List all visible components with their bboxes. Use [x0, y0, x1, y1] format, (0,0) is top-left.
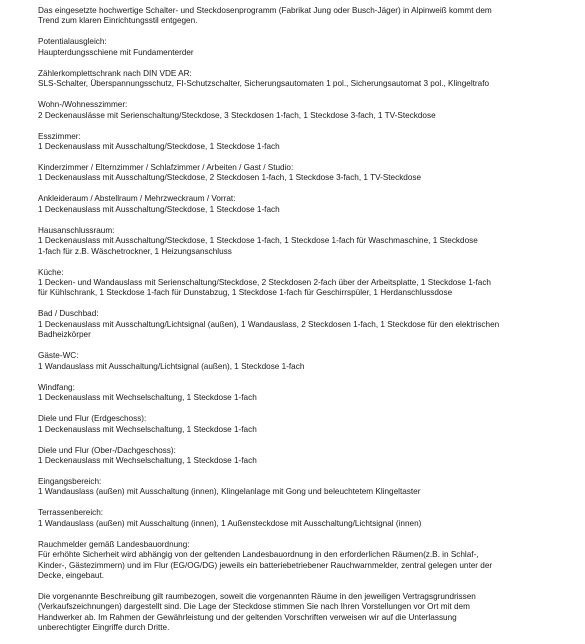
closing-line: Handwerker ab. Im Rahmen der Gewährleistung und der geltenden Vorschriften verweisen wir auf die Unterlassung: [38, 612, 457, 622]
section-line: Kinder-, Gästezimmern) und im Flur (EG/OG/DG) jeweils ein batteriebetriebener Rauchwarnmelder, zentral gelegen unter der: [38, 560, 493, 570]
section-line: 1 Deckenauslass mit Ausschaltung/Steckdose, 1 Steckdose 1-fach: [38, 204, 280, 214]
closing-paragraph: [38, 592, 558, 634]
section-hausanschlussraum: [38, 226, 558, 257]
section-heading: Wohn-/Wohnesszimmer:: [38, 100, 128, 110]
section-line: Haupterdungsschiene mit Fundamenterder: [38, 47, 194, 57]
section-line: 1-fach für z.B. Wäschetrockner, 1 Heizungsanschluss: [38, 246, 232, 256]
section-diele-og: [38, 446, 558, 467]
section-zaehlerschrank: [38, 69, 558, 90]
section-heading: Zählerkomplettschrank nach DIN VDE AR:: [38, 68, 192, 78]
section-line: 1 Deckenauslass mit Wechselschaltung, 1 Steckdose 1-fach: [38, 424, 257, 434]
section-line: 1 Deckenauslass mit Wechselschaltung, 1 Steckdose 1-fach: [38, 393, 257, 403]
section-heading: Eingangsbereich:: [38, 476, 102, 486]
section-heading: Diele und Flur (Ober-/Dachgeschoss):: [38, 445, 176, 455]
section-line: Decke, eingebaut.: [38, 570, 104, 580]
closing-line: unberechtigter Eingriffe durch Dritte.: [38, 623, 170, 633]
section-heading: Hausanschlussraum:: [38, 225, 115, 235]
section-heading: Bad / Duschbad:: [38, 309, 99, 319]
section-potentialausgleich: [38, 37, 558, 58]
closing-line: Die vorgenannte Beschreibung gilt raumbezogen, soweit die vorgenannten Räume in den jeweiligen Vertragsgrundrissen: [38, 591, 476, 601]
section-heading: Küche:: [38, 267, 64, 277]
section-heading: Windfang:: [38, 382, 75, 392]
section-diele-eg: [38, 414, 558, 435]
section-line: 1 Deckenauslass mit Ausschaltung/Lichtsignal (außen), 1 Wandauslass, 2 Steckdosen 1-fach, 1 Steckdose für den elektrischen: [38, 319, 500, 329]
section-kueche: [38, 268, 558, 299]
section-line: Badheizkörper: [38, 330, 91, 340]
section-heading: Kinderzimmer / Elternzimmer / Schlafzimmer / Arbeiten / Gast / Studio:: [38, 163, 294, 173]
section-terrassenbereich: [38, 508, 558, 529]
room-sections: [38, 37, 558, 581]
section-kinderzimmer: [38, 163, 558, 184]
section-wohnzimmer: [38, 100, 558, 121]
section-line: 1 Wandauslass (außen) mit Ausschaltung (innen), 1 Außensteckdose mit Ausschaltung/Lichtsignal (innen): [38, 518, 422, 528]
section-gaeste-wc: [38, 351, 558, 372]
section-heading: Rauchmelder gemäß Landesbauordnung:: [38, 539, 190, 549]
section-line: 2 Deckenauslässe mit Serienschaltung/Steckdose, 3 Steckdosen 1-fach, 1 Steckdose 3-fach, 1 TV-Steckdose: [38, 110, 436, 120]
section-line: 1 Wandauslass (außen) mit Ausschaltung (innen), Klingelanlage mit Gong und beleuchtetem Klingeltaster: [38, 487, 421, 497]
section-line: 1 Wandauslass mit Ausschaltung/Lichtsignal (außen), 1 Steckdose 1-fach: [38, 361, 305, 371]
section-heading: Gäste-WC:: [38, 351, 79, 361]
section-line: SLS-Schalter, Überspannungsschutz, FI-Schutzschalter, Sicherungsautomaten 1 pol., Sicherungsautomat 3 pol., Klingeltrafo: [38, 79, 490, 89]
section-eingangsbereich: [38, 477, 558, 498]
section-heading: Ankleideraum / Abstellraum / Mehrzweckraum / Vorrat:: [38, 194, 236, 204]
section-line: 1 Deckenauslass mit Ausschaltung/Steckdose, 2 Steckdosen 1-fach, 1 Steckdose 3-fach, 1 TV-Steckdose: [38, 173, 422, 183]
section-rauchmelder: [38, 540, 558, 582]
section-esszimmer: [38, 132, 558, 153]
section-ankleideraum: [38, 194, 558, 215]
section-heading: Potentialausgleich:: [38, 37, 107, 47]
section-line: 1 Deckenauslass mit Wechselschaltung, 1 Steckdose 1-fach: [38, 455, 257, 465]
intro-line: Das eingesetzte hochwertige Schalter- und Steckdosenprogramm (Fabrikat Jung oder Busch-Jäger) in Alpinweiß kommt dem: [38, 6, 492, 15]
section-heading: Esszimmer:: [38, 131, 81, 141]
section-windfang: [38, 383, 558, 404]
document-body: [38, 6, 558, 644]
section-bad: [38, 309, 558, 340]
section-line: 1 Deckenauslass mit Ausschaltung/Steckdose, 1 Steckdose 1-fach, 1 Steckdose 1-fach für Waschmaschine, 1 Steckdose: [38, 236, 478, 246]
section-heading: Terrassenbereich:: [38, 508, 104, 518]
closing-line: (Verkaufszeichnungen) dargestellt sind. Die Lage der Steckdose stimmen Sie nach Ihren Vorstellungen vor Ort mit dem: [38, 602, 470, 612]
intro-line: Trend zum klaren Einrichtungsstil entgegen.: [38, 16, 198, 26]
section-line: 1 Deckenauslass mit Ausschaltung/Steckdose, 1 Steckdose 1-fach: [38, 142, 280, 152]
section-line: für Kühlschrank, 1 Steckdose 1-fach für Dunstabzug, 1 Steckdose 1-fach für Geschirrspüler, 1 Herdanschlussdose: [38, 288, 453, 298]
section-line: Für erhöhte Sicherheit wird abhängig von der geltenden Landesbauordnung in den erforderlichen Räumen(z.B. in Schlaf-,: [38, 550, 479, 560]
section-line: 1 Decken- und Wandauslass mit Serienschaltung/Steckdose, 2 Steckdosen 2-fach über der Arbeitsplatte, 1 Steckdose 1-fach: [38, 278, 491, 288]
intro-paragraph: [38, 6, 558, 27]
section-heading: Diele und Flur (Erdgeschoss):: [38, 414, 147, 424]
